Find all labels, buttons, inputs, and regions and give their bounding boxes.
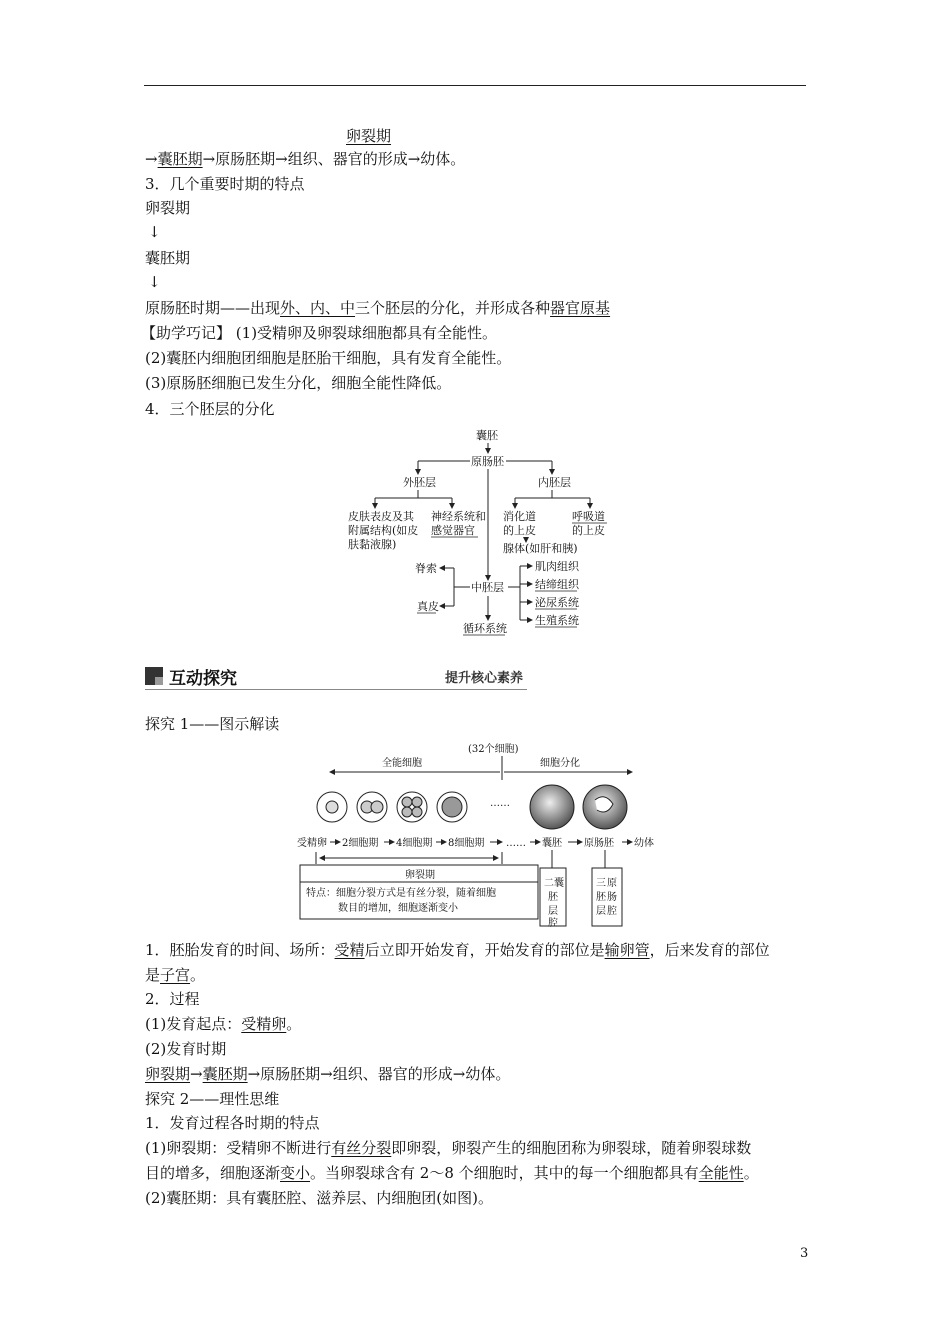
sequence-line-2: 卵裂期→囊胚期→原肠胚期→组织、器官的形成→幼体。	[145, 1065, 511, 1083]
dermis-label: 真皮	[417, 600, 439, 613]
ecto-skin-3: 肤黏液腺)	[348, 538, 397, 551]
endo-digestive-1: 消化道	[503, 510, 536, 523]
endo-resp-1: 呼吸道	[572, 510, 605, 523]
endo-digestive-2: 的上皮	[503, 524, 536, 537]
section-square-icon	[145, 667, 163, 685]
memory-tip-3: (3)原肠胚细胞已发生分化，细胞全能性降低。	[145, 374, 452, 392]
answer-q2-2: (2)发育时期	[145, 1040, 227, 1058]
explore2-line1: (1)卵裂期：受精卵不断进行有丝分裂即卵裂，卵裂产生的细胞团称为卵裂球，随着卵裂球数	[145, 1139, 752, 1157]
explore1-title: 探究 1——图示解读	[145, 715, 280, 733]
seq-4cell: 4细胞期	[396, 838, 433, 849]
gastrocoel-box-1: 三	[596, 878, 606, 889]
memory-tip-1: 【助学巧记】 (1)受精卵及卵裂球细胞都具有全能性。	[141, 324, 498, 342]
ecto-nerve-1: 神经系统和	[431, 510, 486, 523]
heading-4: 4．三个胚层的分化	[145, 400, 275, 418]
gastrocoel-box-3: 胚	[596, 892, 606, 903]
germ-layer-diagram	[330, 422, 630, 642]
muscle-label: 肌肉组织	[535, 560, 579, 573]
gastrocoel-box-4: 层	[596, 906, 606, 917]
connective-label: 结缔组织	[535, 578, 579, 591]
stage-blastula: 囊胚期	[145, 249, 191, 267]
gastrocoel-box-5: 肠	[607, 892, 617, 903]
section-title: 互动探究	[169, 669, 237, 689]
seq-larva: 幼体	[634, 838, 654, 849]
answer-q1-line1: 1．胚胎发育的时间、场所：受精后立即开始发育，开始发育的部位是输卵管，后来发育的部位	[145, 941, 770, 959]
gastrocoel-box-2: 原	[607, 878, 617, 889]
answer-q1-line2: 是子宫。	[145, 966, 206, 984]
ecto-skin-2: 附属结构(如皮	[348, 524, 419, 537]
stage-cleavage: 卵裂期	[145, 199, 191, 217]
seq-zygote: 受精卵	[297, 838, 327, 849]
seq-8cell: 8细胞期	[448, 838, 485, 849]
mesoderm-label: 中胚层	[471, 581, 504, 594]
explore2-line3: (2)囊胚期：具有囊胚腔、滋养层、内细胞团(如图)。	[145, 1189, 493, 1207]
answer-q2: 2．过程	[145, 990, 200, 1008]
endo-resp-2: 的上皮	[572, 524, 605, 537]
differentiation-label: 细胞分化	[540, 758, 580, 769]
section-subtitle: 提升核心素养	[444, 671, 523, 686]
blastocoel-box-3: 胚	[548, 892, 558, 903]
ecto-skin-1: 皮肤表皮及其	[348, 510, 414, 523]
page-number: 3	[800, 1246, 809, 1261]
circulation-label: 循环系统	[463, 622, 507, 635]
blastocoel-box-4: 层	[548, 906, 558, 917]
sequence-line-1: →囊胚期→原肠胚期→组织、器官的形成→幼体。	[145, 150, 466, 168]
cleavage-feature-2: 数目的增加，细胞逐渐变小	[338, 903, 458, 914]
gland-label: 腺体(如肝和胰)	[503, 542, 578, 555]
blastocoel-box-1: 二	[544, 878, 554, 889]
down-arrow-icon: ↓	[148, 273, 161, 291]
section-rule	[145, 689, 527, 690]
down-arrow-icon: ↓	[148, 223, 161, 241]
memory-tip-2: (2)囊胚内细胞团细胞是胚胎干细胞，具有发育全能性。	[145, 349, 512, 367]
stage-gastrula: 原肠胚时期——出现外、内、中三个胚层的分化，并形成各种器官原基	[145, 299, 611, 317]
embryo-images	[317, 785, 627, 829]
endoderm-label: 内胚层	[538, 476, 571, 489]
heading-3: 3．几个重要时期的特点	[145, 175, 305, 193]
section-header	[145, 664, 527, 690]
ectoderm-label: 外胚层	[403, 476, 436, 489]
blastula-label: 囊胚	[476, 429, 498, 442]
seq-blastula: 囊胚	[542, 838, 562, 849]
dots-label: ……	[490, 798, 510, 809]
blastocoel-box-5: 腔	[548, 918, 558, 929]
seq-2cell: 2细胞期	[342, 838, 379, 849]
ecto-nerve-2: 感觉器官	[431, 524, 475, 537]
answer-q2-1: (1)发育起点：受精卵。	[145, 1015, 302, 1033]
development-diagram	[290, 740, 670, 930]
reproductive-label: 生殖系统	[535, 614, 579, 627]
cleavage-feature-1: 特点：细胞分裂方式是有丝分裂，随着细胞	[306, 888, 496, 899]
cleavage-title: 卵裂期	[405, 870, 435, 881]
seq-dots: ……	[506, 838, 526, 849]
explore2-line2: 目的增多，细胞逐渐变小。当卵裂球含有 2～8 个细胞时，其中的每一个细胞都具有全能性。	[145, 1164, 759, 1182]
gastrula-label: 原肠胚	[471, 455, 504, 468]
notochord-label: 脊索	[415, 562, 437, 575]
explore2-title: 探究 2——理性思维	[145, 1090, 280, 1108]
urinary-label: 泌尿系统	[535, 596, 579, 609]
seq-gastrula: 原肠胚	[584, 838, 614, 849]
totipotent-label: 全能细胞	[382, 758, 422, 769]
header-rule	[144, 85, 806, 86]
cell32-label: (32个细胞)	[468, 744, 519, 755]
blastocoel-box-2: 囊	[554, 878, 564, 889]
explore2-heading: 1．发育过程各时期的特点	[145, 1114, 320, 1132]
stage-label-top: 卵裂期	[346, 127, 392, 145]
gastrocoel-box-6: 腔	[607, 906, 617, 917]
